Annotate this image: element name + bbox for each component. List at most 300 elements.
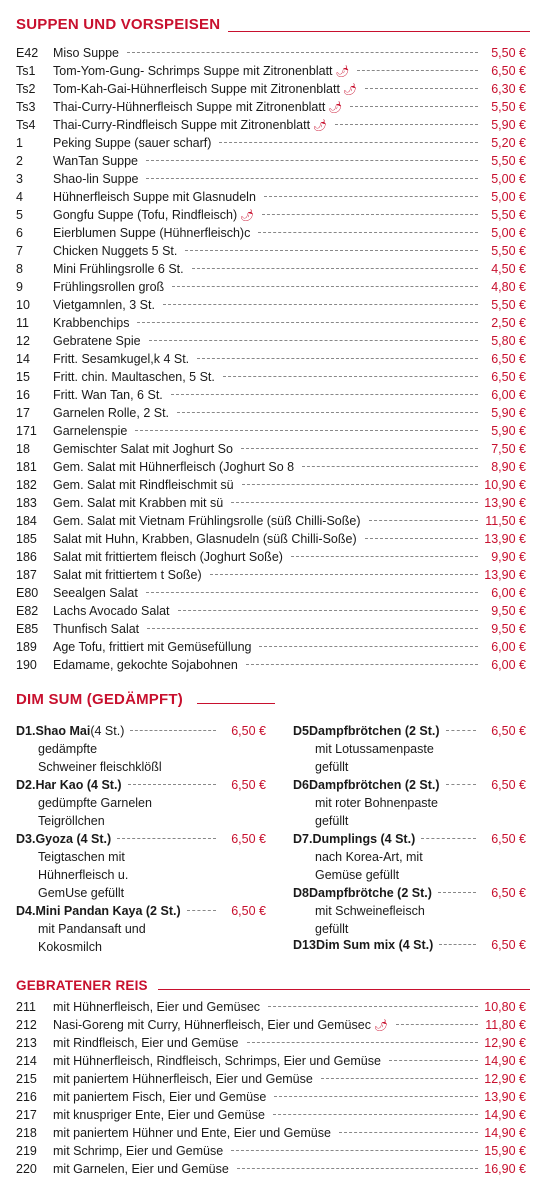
item-number: E80 bbox=[16, 586, 39, 600]
dot-leader bbox=[146, 160, 478, 161]
item-name: Mini Pandan Kaya (2 St.) bbox=[35, 904, 181, 918]
item-price: 6,50 € bbox=[231, 904, 266, 918]
dot-leader bbox=[149, 340, 478, 341]
item-name: Gyoza (4 St.) bbox=[35, 832, 112, 846]
item-name: Salat mit frittiertem fleisch (Joghurt Soße) bbox=[53, 550, 283, 564]
item-quantity: (4 St.) bbox=[90, 724, 125, 738]
item-number: 1 bbox=[16, 136, 23, 150]
item-number: 3 bbox=[16, 172, 23, 186]
item-name: Salat mit Huhn, Krabben, Glasnudeln (süß Chilli-Soße) bbox=[53, 532, 357, 546]
item-price: 7,50 € bbox=[491, 442, 526, 456]
item-name: Thai-Curry-Hühnerfleisch Suppe mit Zitronenblatt bbox=[53, 100, 326, 114]
menu-item bbox=[16, 602, 526, 620]
item-name: mit paniertem Fisch, Eier und Gemüse bbox=[53, 1090, 267, 1104]
dot-leader bbox=[117, 838, 216, 839]
item-price: 10,80 € bbox=[484, 1000, 526, 1014]
item-number: 212 bbox=[16, 1018, 37, 1032]
dot-leader bbox=[163, 304, 478, 305]
chili-icon: 🌶︎ bbox=[328, 102, 343, 114]
item-name: Gebratene Spie bbox=[53, 334, 141, 348]
menu-item bbox=[16, 512, 526, 530]
item-number: D7. bbox=[293, 832, 313, 846]
item-number: D2. bbox=[16, 778, 36, 792]
item-name: mit paniertem Hühner und Ente, Eier und Gemüse bbox=[53, 1126, 331, 1140]
item-number: 7 bbox=[16, 244, 23, 258]
item-number: D3. bbox=[16, 832, 36, 846]
item-number: D4. bbox=[16, 904, 36, 918]
menu-item bbox=[16, 206, 526, 224]
dot-leader bbox=[259, 646, 478, 647]
dot-leader bbox=[396, 1024, 478, 1025]
item-price: 5,20 € bbox=[491, 136, 526, 150]
item-price: 5,90 € bbox=[491, 406, 526, 420]
item-name: Eierblumen Suppe (Hühnerfleisch)c bbox=[53, 226, 251, 240]
dot-leader bbox=[219, 142, 478, 143]
item-description: gedümpfte Garnelen bbox=[38, 796, 152, 810]
item-number: 2 bbox=[16, 154, 23, 168]
item-price: 2,50 € bbox=[491, 316, 526, 330]
menu-item bbox=[16, 386, 526, 404]
item-price: 5,50 € bbox=[491, 208, 526, 222]
item-price: 6,30 € bbox=[491, 82, 526, 96]
item-name: Edamame, gekochte Sojabohnen bbox=[53, 658, 238, 672]
item-name: Thai-Curry-Rindfleisch Suppe mit Zitronenblatt bbox=[53, 118, 311, 132]
item-price: 5,00 € bbox=[491, 226, 526, 240]
menu-list-suppen bbox=[16, 44, 526, 674]
item-name: Hühnerfleisch Suppe mit Glasnudeln bbox=[53, 190, 256, 204]
item-number: 219 bbox=[16, 1144, 37, 1158]
section-divider bbox=[197, 703, 275, 704]
dot-leader bbox=[357, 70, 478, 71]
dot-leader bbox=[247, 1042, 479, 1043]
menu-item bbox=[16, 170, 526, 188]
item-number: 187 bbox=[16, 568, 37, 582]
menu-item bbox=[16, 1160, 526, 1178]
item-price: 5,00 € bbox=[491, 190, 526, 204]
dot-leader bbox=[127, 52, 478, 53]
dot-leader bbox=[171, 394, 478, 395]
item-name: Gem. Salat mit Rindfleischmit sü bbox=[53, 478, 234, 492]
dot-leader bbox=[350, 106, 478, 107]
item-number: 190 bbox=[16, 658, 37, 672]
menu-item bbox=[16, 458, 526, 476]
menu-item bbox=[16, 278, 526, 296]
chili-icon: 🌶︎ bbox=[342, 84, 357, 96]
menu-item bbox=[16, 116, 526, 134]
item-number: 214 bbox=[16, 1054, 37, 1068]
item-name: mit Garnelen, Eier und Gemüse bbox=[53, 1162, 229, 1176]
item-name: Garnelenspie bbox=[53, 424, 128, 438]
dot-leader bbox=[187, 910, 216, 911]
item-number: 11 bbox=[16, 316, 29, 330]
item-price: 10,90 € bbox=[484, 478, 526, 492]
dot-leader bbox=[135, 430, 478, 431]
item-price: 16,90 € bbox=[484, 1162, 526, 1176]
item-name: Tom-Kah-Gai-Hühnerfleisch Suppe mit Zitronenblatt bbox=[53, 82, 340, 96]
item-price: 15,90 € bbox=[484, 1144, 526, 1158]
menu-item bbox=[16, 1070, 526, 1088]
item-name: Garnelen Rolle, 2 St. bbox=[53, 406, 170, 420]
item-price: 13,90 € bbox=[484, 1090, 526, 1104]
item-name: Dampfbrötchen (2 St.) bbox=[308, 724, 440, 738]
item-name: Salat mit frittiertem t Soße) bbox=[53, 568, 202, 582]
menu-item bbox=[16, 1016, 526, 1034]
item-number: 18 bbox=[16, 442, 30, 456]
dot-leader bbox=[262, 214, 478, 215]
item-name: Fritt. Sesamkugel,k 4 St. bbox=[53, 352, 190, 366]
item-number: 10 bbox=[16, 298, 30, 312]
item-description: gefüllt bbox=[315, 814, 349, 828]
item-number: E85 bbox=[16, 622, 39, 636]
menu-item bbox=[16, 638, 526, 656]
item-price: 5,90 € bbox=[491, 118, 526, 132]
item-number: 183 bbox=[16, 496, 37, 510]
menu-item bbox=[16, 44, 526, 62]
item-name: Shao Mai bbox=[35, 724, 91, 738]
item-number: 4 bbox=[16, 190, 23, 204]
section-title-reis: GEBRATENER REIS bbox=[16, 978, 148, 993]
item-number: 189 bbox=[16, 640, 37, 654]
menu-item bbox=[16, 332, 526, 350]
item-price: 9,50 € bbox=[491, 604, 526, 618]
menu-item bbox=[16, 242, 526, 260]
dot-leader bbox=[335, 124, 478, 125]
dot-leader bbox=[446, 784, 476, 785]
item-name: Shao-lin Suppe bbox=[53, 172, 139, 186]
dot-leader bbox=[274, 1096, 478, 1097]
item-price: 6,50 € bbox=[231, 778, 266, 792]
dimsum-item bbox=[16, 830, 266, 902]
dot-leader bbox=[268, 1006, 478, 1007]
item-price: 5,50 € bbox=[491, 244, 526, 258]
dot-leader bbox=[185, 250, 478, 251]
dot-leader bbox=[130, 730, 216, 731]
item-name: Krabbenchips bbox=[53, 316, 130, 330]
item-price: 14,90 € bbox=[484, 1108, 526, 1122]
menu-item bbox=[16, 224, 526, 242]
dot-leader bbox=[438, 892, 476, 893]
item-price: 9,50 € bbox=[491, 622, 526, 636]
item-name: Peking Suppe (sauer scharf) bbox=[53, 136, 212, 150]
item-price: 4,80 € bbox=[491, 280, 526, 294]
item-number: 15 bbox=[16, 370, 30, 384]
dot-leader bbox=[369, 520, 478, 521]
item-number: 16 bbox=[16, 388, 30, 402]
item-price: 6,50 € bbox=[491, 938, 526, 952]
item-price: 6,50 € bbox=[491, 724, 526, 738]
item-name: Age Tofu, frittiert mit Gemüsefüllung bbox=[53, 640, 252, 654]
item-price: 6,50 € bbox=[491, 64, 526, 78]
item-price: 5,50 € bbox=[491, 46, 526, 60]
item-number: 171 bbox=[16, 424, 37, 438]
item-name: WanTan Suppe bbox=[53, 154, 139, 168]
item-number: Ts3 bbox=[16, 100, 36, 114]
item-description: nach Korea-Art, mit bbox=[315, 850, 423, 864]
item-name: Dumplings (4 St.) bbox=[312, 832, 416, 846]
dimsum-item bbox=[293, 776, 526, 830]
dot-leader bbox=[242, 484, 478, 485]
item-name: Gemischter Salat mit Joghurt So bbox=[53, 442, 233, 456]
menu-item bbox=[16, 98, 526, 116]
item-price: 6,50 € bbox=[491, 370, 526, 384]
menu-item bbox=[16, 296, 526, 314]
item-number: Ts1 bbox=[16, 64, 36, 78]
item-description: gefüllt bbox=[315, 922, 349, 936]
dot-leader bbox=[321, 1078, 478, 1079]
item-description: Hühnerfleisch u. bbox=[38, 868, 129, 882]
section-divider bbox=[228, 31, 530, 32]
menu-item bbox=[16, 1052, 526, 1070]
item-name: Thunfisch Salat bbox=[53, 622, 140, 636]
item-price: 13,90 € bbox=[484, 568, 526, 582]
item-number: 8 bbox=[16, 262, 23, 276]
item-description: mit Pandansaft und bbox=[38, 922, 146, 936]
item-name: Frühlingsrollen groß bbox=[53, 280, 165, 294]
item-number: 5 bbox=[16, 208, 23, 222]
item-description: gefüllt bbox=[315, 760, 349, 774]
menu-item bbox=[16, 584, 526, 602]
item-number: 216 bbox=[16, 1090, 37, 1104]
dot-leader bbox=[446, 730, 476, 731]
dot-leader bbox=[258, 232, 478, 233]
section-title-suppen: SUPPEN UND VORSPEISEN bbox=[16, 16, 221, 33]
dot-leader bbox=[264, 196, 478, 197]
item-name: Vietgamnlen, 3 St. bbox=[53, 298, 155, 312]
menu-item bbox=[16, 1124, 526, 1142]
item-name: Mini Frühlingsrolle 6 St. bbox=[53, 262, 184, 276]
item-number: Ts2 bbox=[16, 82, 36, 96]
item-number: 12 bbox=[16, 334, 30, 348]
menu-item bbox=[16, 1142, 526, 1160]
menu-item bbox=[16, 1088, 526, 1106]
menu-item bbox=[16, 494, 526, 512]
dot-leader bbox=[231, 502, 478, 503]
dimsum-item bbox=[293, 830, 526, 884]
item-number: E42 bbox=[16, 46, 39, 60]
menu-list-reis bbox=[16, 998, 526, 1178]
item-number: 184 bbox=[16, 514, 37, 528]
section-title-dimsum: DIM SUM (GEDÄMPFT) bbox=[16, 691, 183, 708]
item-price: 6,50 € bbox=[491, 778, 526, 792]
menu-item bbox=[16, 1034, 526, 1052]
dot-leader bbox=[365, 538, 478, 539]
menu-item bbox=[16, 80, 526, 98]
dimsum-item bbox=[293, 936, 526, 954]
menu-item bbox=[16, 566, 526, 584]
item-name: Fritt. chin. Maultaschen, 5 St. bbox=[53, 370, 215, 384]
dimsum-item bbox=[16, 776, 266, 830]
item-price: 14,90 € bbox=[484, 1054, 526, 1068]
item-price: 12,90 € bbox=[484, 1036, 526, 1050]
item-price: 5,50 € bbox=[491, 154, 526, 168]
item-description: Teigröllchen bbox=[38, 814, 105, 828]
item-number: Ts4 bbox=[16, 118, 36, 132]
item-number: 218 bbox=[16, 1126, 37, 1140]
item-name: mit paniertem Hühnerfleisch, Eier und Gemüse bbox=[53, 1072, 313, 1086]
menu-item bbox=[16, 440, 526, 458]
dot-leader bbox=[146, 178, 478, 179]
dot-leader bbox=[273, 1114, 478, 1115]
item-number: D13 bbox=[293, 938, 316, 952]
item-description: mit Lotussamenpaste bbox=[315, 742, 434, 756]
dot-leader bbox=[339, 1132, 478, 1133]
menu-item bbox=[16, 548, 526, 566]
menu-item bbox=[16, 998, 526, 1016]
menu-item bbox=[16, 62, 526, 80]
item-description: gedämpfte bbox=[38, 742, 98, 756]
item-price: 14,90 € bbox=[484, 1126, 526, 1140]
item-number: D1. bbox=[16, 724, 36, 738]
item-name: Gem. Salat mit Krabben mit sü bbox=[53, 496, 224, 510]
item-price: 12,90 € bbox=[484, 1072, 526, 1086]
menu-item bbox=[16, 314, 526, 332]
dot-leader bbox=[246, 664, 478, 665]
dot-leader bbox=[421, 838, 476, 839]
item-price: 6,50 € bbox=[231, 724, 266, 738]
menu-item bbox=[16, 134, 526, 152]
item-number: 181 bbox=[16, 460, 37, 474]
dot-leader bbox=[231, 1150, 478, 1151]
item-number: 17 bbox=[16, 406, 30, 420]
menu-item bbox=[16, 152, 526, 170]
item-price: 6,00 € bbox=[491, 658, 526, 672]
chili-icon: 🌶︎ bbox=[313, 120, 328, 132]
item-number: D8 bbox=[293, 886, 309, 900]
menu-item bbox=[16, 404, 526, 422]
section-divider bbox=[158, 989, 530, 990]
item-name: mit Hühnerfleisch, Rindfleisch, Schrimps, Eier und Gemüse bbox=[53, 1054, 381, 1068]
item-name: Har Kao (4 St.) bbox=[35, 778, 122, 792]
item-name: Lachs Avocado Salat bbox=[53, 604, 170, 618]
item-name: Tom-Yom-Gung- Schrimps Suppe mit Zitronenblatt bbox=[53, 64, 333, 78]
menu-item bbox=[16, 656, 526, 674]
menu-item bbox=[16, 620, 526, 638]
item-number: 9 bbox=[16, 280, 23, 294]
item-price: 6,00 € bbox=[491, 640, 526, 654]
item-name: mit Rindfleisch, Eier und Gemüse bbox=[53, 1036, 239, 1050]
dot-leader bbox=[302, 466, 478, 467]
item-number: 14 bbox=[16, 352, 30, 366]
menu-item bbox=[16, 188, 526, 206]
item-number: 182 bbox=[16, 478, 37, 492]
item-price: 5,50 € bbox=[491, 298, 526, 312]
item-number: D5 bbox=[293, 724, 309, 738]
item-name: Fritt. Wan Tan, 6 St. bbox=[53, 388, 163, 402]
dot-leader bbox=[389, 1060, 478, 1061]
dot-leader bbox=[147, 628, 478, 629]
item-description: GemUse gefüllt bbox=[38, 886, 125, 900]
dot-leader bbox=[128, 784, 216, 785]
item-name: Miso Suppe bbox=[53, 46, 120, 60]
dot-leader bbox=[197, 358, 478, 359]
dimsum-item bbox=[293, 884, 526, 938]
dot-leader bbox=[178, 610, 478, 611]
dimsum-item bbox=[16, 902, 266, 956]
item-description: Schweiner fleischklößl bbox=[38, 760, 162, 774]
item-price: 6,50 € bbox=[491, 352, 526, 366]
item-number: 185 bbox=[16, 532, 37, 546]
item-name: mit knuspriger Ente, Eier und Gemüse bbox=[53, 1108, 265, 1122]
dot-leader bbox=[237, 1168, 478, 1169]
dot-leader bbox=[177, 412, 478, 413]
dot-leader bbox=[223, 376, 478, 377]
item-number: 220 bbox=[16, 1162, 37, 1176]
item-name: Gongfu Suppe (Tofu, Rindfleisch) bbox=[53, 208, 238, 222]
item-price: 6,00 € bbox=[491, 586, 526, 600]
item-number: 211 bbox=[16, 1000, 36, 1014]
item-number: 6 bbox=[16, 226, 23, 240]
item-name: Dim Sum mix (4 St.) bbox=[315, 938, 434, 952]
item-number: E82 bbox=[16, 604, 39, 618]
item-name: mit Schrimp, Eier und Gemüse bbox=[53, 1144, 224, 1158]
menu-item bbox=[16, 368, 526, 386]
item-name: mit Hühnerfleisch, Eier und Gemüsec bbox=[53, 1000, 261, 1014]
dot-leader bbox=[172, 286, 478, 287]
item-name: Nasi-Goreng mit Curry, Hühnerfleisch, Eier und Gemüsec bbox=[53, 1018, 371, 1032]
item-name: Gem. Salat mit Vietnam Frühlingsrolle (süß Chilli-Soße) bbox=[53, 514, 361, 528]
item-price: 6,50 € bbox=[231, 832, 266, 846]
item-description: Kokosmilch bbox=[38, 940, 102, 954]
item-name: Seealgen Salat bbox=[53, 586, 138, 600]
item-price: 4,50 € bbox=[491, 262, 526, 276]
menu-item bbox=[16, 530, 526, 548]
item-name: Chicken Nuggets 5 St. bbox=[53, 244, 178, 258]
item-number: 186 bbox=[16, 550, 37, 564]
item-price: 5,50 € bbox=[491, 100, 526, 114]
item-price: 9,90 € bbox=[491, 550, 526, 564]
chili-icon: 🌶︎ bbox=[240, 210, 255, 222]
menu-item bbox=[16, 350, 526, 368]
item-price: 5,80 € bbox=[491, 334, 526, 348]
dot-leader bbox=[365, 88, 478, 89]
dot-leader bbox=[137, 322, 478, 323]
item-price: 6,50 € bbox=[491, 832, 526, 846]
menu-item bbox=[16, 260, 526, 278]
item-price: 6,00 € bbox=[491, 388, 526, 402]
item-price: 5,90 € bbox=[491, 424, 526, 438]
item-price: 5,00 € bbox=[491, 172, 526, 186]
dot-leader bbox=[146, 592, 478, 593]
item-number: 217 bbox=[16, 1108, 37, 1122]
item-number: D6 bbox=[293, 778, 309, 792]
item-price: 11,80 € bbox=[485, 1018, 526, 1032]
item-name: Gem. Salat mit Hühnerfleisch (Joghurt So 8 bbox=[53, 460, 295, 474]
dot-leader bbox=[241, 448, 478, 449]
dot-leader bbox=[291, 556, 478, 557]
item-price: 13,90 € bbox=[484, 496, 526, 510]
item-name: Dampfbrötche (2 St.) bbox=[308, 886, 432, 900]
menu-item bbox=[16, 476, 526, 494]
dimsum-item bbox=[293, 722, 526, 776]
item-description: Teigtaschen mit bbox=[38, 850, 125, 864]
dot-leader bbox=[192, 268, 478, 269]
item-price: 13,90 € bbox=[484, 532, 526, 546]
menu-item bbox=[16, 422, 526, 440]
item-number: 213 bbox=[16, 1036, 37, 1050]
dimsum-item bbox=[16, 722, 266, 776]
item-number: 215 bbox=[16, 1072, 37, 1086]
item-description: mit roter Bohnenpaste bbox=[315, 796, 438, 810]
item-price: 6,50 € bbox=[491, 886, 526, 900]
item-price: 11,50 € bbox=[485, 514, 526, 528]
menu-item bbox=[16, 1106, 526, 1124]
dot-leader bbox=[210, 574, 478, 575]
item-description: mit Schweinefleisch bbox=[315, 904, 425, 918]
dot-leader bbox=[439, 944, 476, 945]
item-description: Gemüse gefüllt bbox=[315, 868, 400, 882]
item-price: 8,90 € bbox=[491, 460, 526, 474]
chili-icon: 🌶︎ bbox=[373, 1020, 388, 1032]
